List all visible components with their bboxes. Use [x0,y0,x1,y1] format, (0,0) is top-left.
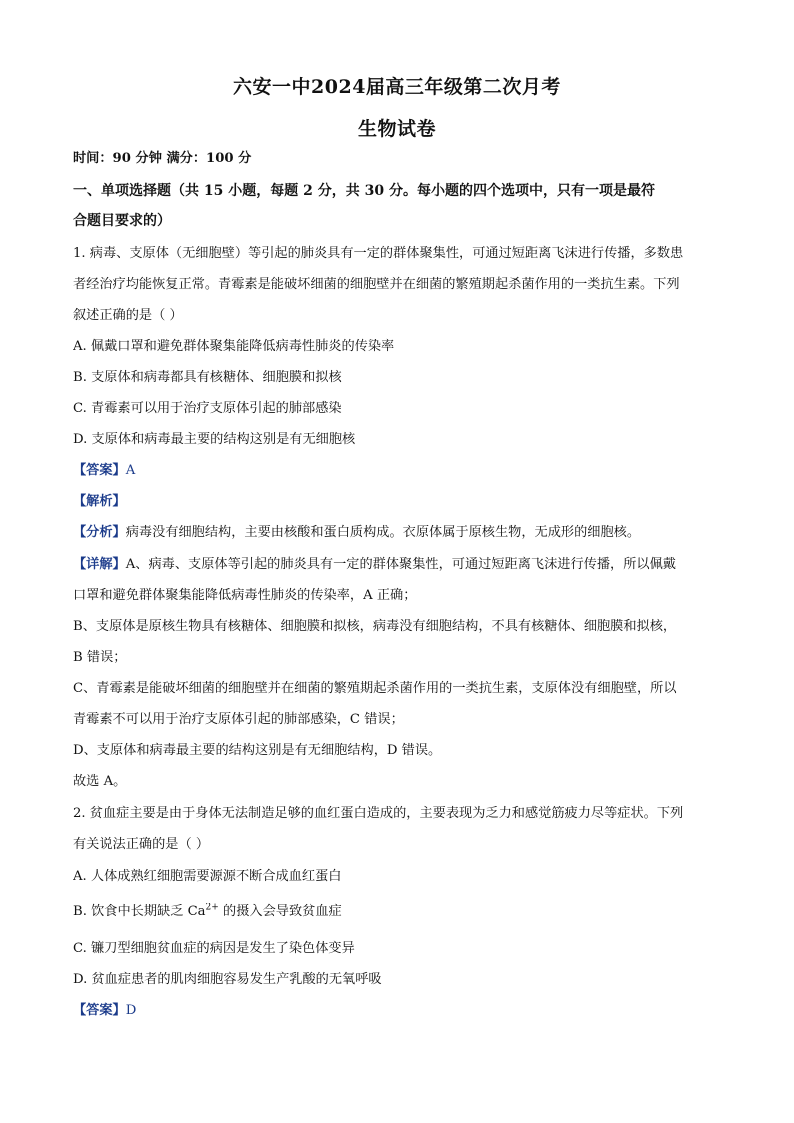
q1-fenxi-line [73,524,733,542]
analysis-tag: 【解析】 [73,494,126,509]
q1-detail-text: A、病毒、支原体等引起的肺炎具有一定的群体聚集性，可通过短距离飞沫进行传播，所以佩戴 [125,557,676,572]
answer-tag: 【答案】 [73,463,126,478]
q1-stem-line: 者经治疗均能恢复正常。青霉素是能破坏细菌的细胞壁并在细菌的繁殖期起杀菌作用的一类抗生素。下列 [73,277,680,292]
xiangjie-tag: 【详解】 [73,557,126,572]
q2-option-b [73,903,733,921]
q2-option-d: D. 贫血症患者的肌肉细胞容易发生产乳酸的无氧呼吸 [73,972,382,987]
q2-option-a: A. 人体成熟红细胞需要源源不断合成血红蛋白 [73,869,342,884]
q1-detail-first-line [73,556,733,574]
section-heading-line2: 合题目要求的） [73,213,171,229]
q1-detail-line: B、支原体是原核生物具有核糖体、细胞膜和拟核，病毒没有细胞结构，不具有核糖体、细胞膜和拟核， [73,619,677,634]
fenxi-tag: 【分析】 [73,525,126,540]
q1-option-b: B. 支原体和病毒都具有核糖体、细胞膜和拟核 [73,370,342,385]
q1-detail-line: D、支原体和病毒最主要的结构这别是有无细胞结构，D 错误。 [73,743,442,758]
exam-subtitle: 生物试卷 [357,118,436,140]
q1-stem-line: 叙述正确的是（ ） [73,308,183,323]
answer-tag: 【答案】 [73,1003,126,1018]
q2-option-b-text: B. 饮食中长期缺乏 Ca [73,904,206,919]
q2-answer-value: D [125,1003,137,1018]
q1-detail-line: 口罩和避免群体聚集能降低病毒性肺炎的传染率，A 正确； [73,588,417,603]
q1-detail-line: B 错误； [73,650,127,665]
q2-stem-line: 有关说法正确的是（ ） [73,837,210,852]
q1-answer-line [73,462,733,480]
q2-option-b-charge: 2+ [205,903,219,913]
q1-option-d: D. 支原体和病毒最主要的结构这别是有无细胞核 [73,432,356,447]
q1-analysis-heading [73,493,733,511]
q1-fenxi-text: 病毒没有细胞结构，主要由核酸和蛋白质构成。衣原体属于原核生物，无成形的细胞核。 [125,525,641,540]
q1-conclusion: 故选 A。 [73,774,127,789]
q1-stem-line: 1. 病毒、支原体（无细胞壁）等引起的肺炎具有一定的群体聚集性，可通过短距离飞沫进行传播，多数患 [73,246,684,261]
q2-stem-line: 2. 贫血症主要是由于身体无法制造足够的血红蛋白造成的，主要表现为乏力和感觉筋疲力尽等症状。下列 [73,806,684,821]
q1-option-a: A. 佩戴口罩和避免群体聚集能降低病毒性肺炎的传染率 [73,339,395,354]
q2-answer-line [73,1002,733,1020]
q1-option-c: C. 青霉素可以用于治疗支原体引起的肺部感染 [73,401,342,416]
q1-answer-value: A [125,463,136,478]
q2-option-b-text-end: 的摄入会导致贫血症 [218,904,342,919]
exam-title: 六安一中2024届高三年级第二次月考 [233,76,561,98]
section-heading-line1: 一、单项选择题（共 15 小题，每题 2 分，共 30 分。每小题的四个选项中，只有一项是最符 [73,183,655,199]
q1-detail-line: C、青霉素是能破坏细菌的细胞壁并在细菌的繁殖期起杀菌作用的一类抗生素，支原体没有细胞壁，所以 [73,681,677,696]
q2-option-c: C. 镰刀型细胞贫血症的病因是发生了染色体变异 [73,941,355,956]
time-info: 时间：90 分钟 满分：100 分 [73,151,252,166]
q1-detail-line: 青霉素不可以用于治疗支原体引起的肺部感染，C 错误； [73,712,404,727]
